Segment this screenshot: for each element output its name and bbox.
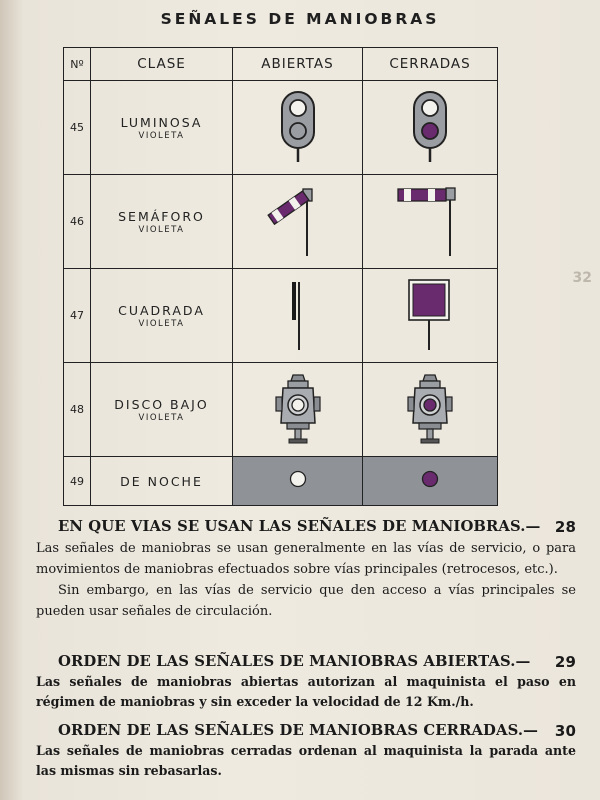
section-title: EN QUE VIAS SE USAN LAS SEÑALES DE MANIOBRAS.— 28 [58,518,576,536]
paragraph: Las señales de maniobras abiertas autorizan al maquinista el paso en régimen de maniobras y sin exceder la velocidad de 12 Km./h. [36,674,576,709]
signal-name: CUADRADA [118,302,205,318]
signal-name: SEMÁFORO [118,208,205,224]
low-disc-lamp-closed-icon [403,371,457,445]
row-clase [91,457,233,506]
signal-color: VIOLETA [138,130,185,141]
square-board-closed-icon [395,278,465,350]
section-30 [36,722,576,781]
disco-bajo-closed-cell [363,363,498,457]
paragraph: Las señales de maniobras se usan generalmente en las vías de servicio, o para movimientos de maniobras efectuados sobre vías principales (retrocesos, etc.). [36,541,576,577]
luminosa-open-cell [233,81,363,175]
table-row [64,175,498,269]
violet-light-icon [420,469,440,489]
row-clase [91,175,233,269]
night-closed-cell [363,457,498,506]
row-number: 46 [64,175,91,269]
header-cerradas: CERRADAS [363,48,498,81]
signal-color: VIOLETA [138,412,185,423]
signal-name: DISCO BAJO [114,396,209,412]
header-abiertas: ABIERTAS [233,48,363,81]
table-row [64,81,498,175]
light-signal-open-icon [273,90,323,162]
disco-bajo-open-cell [233,363,363,457]
light-signal-closed-icon [405,90,455,162]
cuadrada-closed-cell [363,269,498,363]
section-title: ORDEN DE LAS SEÑALES DE MANIOBRAS ABIERTAS.— 29 [58,653,576,671]
night-open-cell [233,457,363,506]
bleed-through-number: 32 [572,270,592,286]
table-row [64,457,498,506]
row-number: 48 [64,363,91,457]
row-number: 45 [64,81,91,175]
paragraph: Sin embargo, en las vías de servicio que den acceso a vías principales se pueden usar señales de circulación. [36,583,576,619]
semaphore-open-icon [263,184,333,256]
row-clase [91,363,233,457]
signal-color: VIOLETA [138,318,185,329]
row-number: 49 [64,457,91,506]
section-number: 29 [554,653,576,671]
table-row [64,269,498,363]
signals-table [63,47,498,506]
section-28 [36,518,576,622]
row-clase [91,269,233,363]
semaforo-closed-cell [363,175,498,269]
table-row [64,363,498,457]
page-heading: SEÑALES DE MANIOBRAS [160,10,440,28]
signal-name: LUMINOSA [120,114,203,130]
row-clase [91,81,233,175]
header-num: Nº [64,48,91,81]
section-title: ORDEN DE LAS SEÑALES DE MANIOBRAS CERRADAS.— 30 [58,722,576,740]
section-29 [36,653,576,712]
signal-name: DE NOCHE [120,473,203,489]
section-number: 28 [554,518,576,536]
semaforo-open-cell [233,175,363,269]
signal-color: VIOLETA [138,224,185,235]
section-number: 30 [554,722,576,740]
row-number: 47 [64,269,91,363]
cuadrada-open-cell [233,269,363,363]
header-clase: CLASE [91,48,233,81]
semaphore-closed-icon [390,184,470,256]
table-header-row [64,48,498,81]
paragraph: Las señales de maniobras cerradas ordenan al maquinista la parada ante las mismas sin rebasarlas. [36,743,576,778]
low-disc-lamp-open-icon [271,371,325,445]
luminosa-closed-cell [363,81,498,175]
white-light-icon [288,469,308,489]
square-board-open-icon [278,278,318,350]
